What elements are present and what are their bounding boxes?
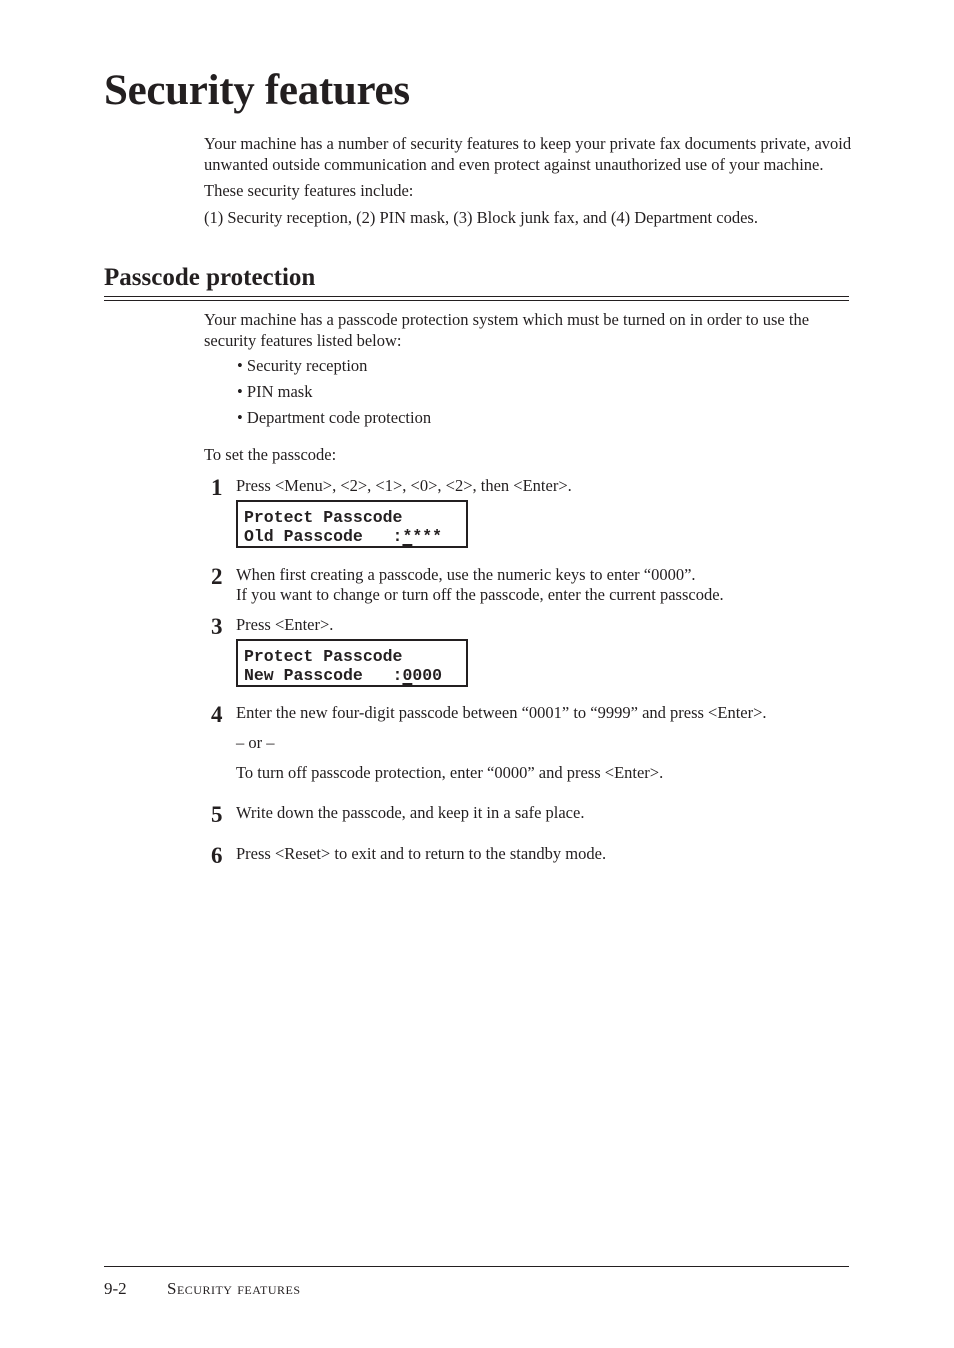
step-text-continued: If you want to change or turn off the passcode, enter the current passcode.	[236, 585, 724, 604]
section-intro: Your machine has a passcode protection system which must be turned on in order to use the security features listed below:	[204, 310, 810, 350]
lcd-display	[236, 639, 468, 687]
step-number: 4	[211, 702, 223, 727]
step-number: 6	[211, 843, 223, 868]
footer-rule	[104, 1266, 849, 1267]
step-text: Press <Menu>, <2>, <1>, <0>, <2>, then <Enter>.	[236, 476, 572, 495]
lcd-line: Protect Passcode	[244, 647, 403, 666]
intro-paragraph-1: Your machine has a number of security features to keep your private fax documents private, avoid unwanted outside communication and even protect against unauthorized use of your machine.	[204, 134, 852, 174]
or-separator: – or –	[236, 733, 275, 752]
lcd-label: Old Passcode :	[244, 527, 403, 546]
lcd-value: ***	[412, 527, 443, 546]
step-number: 1	[211, 475, 223, 500]
lcd-label: New Passcode :	[244, 666, 403, 685]
step-number: 3	[211, 614, 223, 639]
section-heading: Passcode protection	[104, 264, 316, 291]
step-text: Write down the passcode, and keep it in a safe place.	[236, 803, 585, 822]
step-text: Enter the new four-digit passcode between “0001” to “9999” and press <Enter>.	[236, 703, 767, 722]
bullet-item: • Security reception	[237, 356, 368, 375]
step-text-alternative: To turn off passcode protection, enter “0000” and press <Enter>.	[236, 763, 664, 782]
running-title: Security features	[167, 1279, 301, 1298]
lcd-cursor: 0	[402, 666, 413, 685]
intro-paragraph-2: These security features include:	[204, 181, 414, 200]
lcd-line: Protect Passcode	[244, 508, 403, 527]
lcd-display	[236, 500, 468, 548]
lcd-cursor: *	[402, 527, 413, 546]
bullet-item: • PIN mask	[237, 382, 313, 401]
lcd-line	[244, 527, 442, 546]
lcd-value: 000	[412, 666, 443, 685]
to-set-label: To set the passcode:	[204, 445, 337, 464]
page-number: 9-2	[104, 1279, 127, 1298]
heading-rule-bottom	[104, 300, 849, 301]
page-title: Security features	[104, 67, 410, 114]
step-number: 5	[211, 802, 223, 827]
step-text: Press <Reset> to exit and to return to the standby mode.	[236, 844, 607, 863]
bullet-item: • Department code protection	[237, 408, 432, 427]
step-text: When first creating a passcode, use the numeric keys to enter “0000”.	[236, 565, 696, 584]
heading-rule-top	[104, 296, 849, 297]
intro-paragraph-3: (1) Security reception, (2) PIN mask, (3) Block junk fax, and (4) Department codes.	[204, 207, 758, 227]
lcd-line	[244, 666, 442, 685]
intro-section	[204, 134, 854, 234]
step-number: 2	[211, 564, 223, 589]
step-text: Press <Enter>.	[236, 615, 334, 634]
